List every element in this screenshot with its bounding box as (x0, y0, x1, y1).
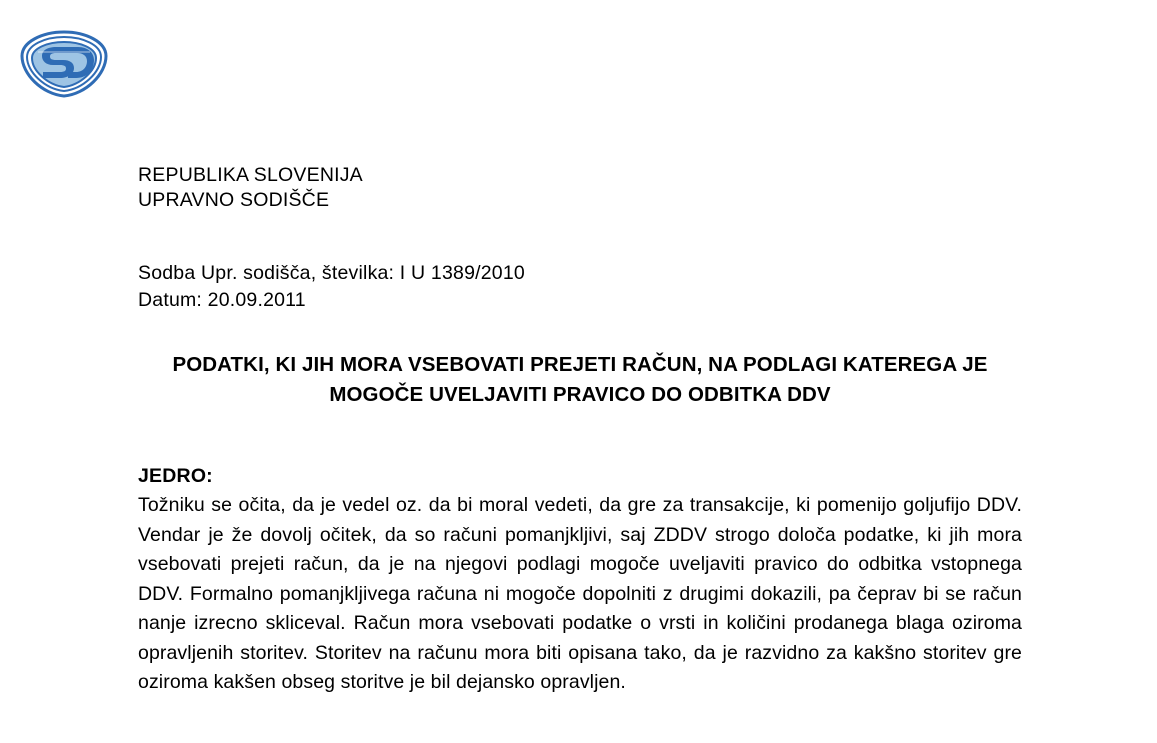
court-country-line: REPUBLIKA SLOVENIJA (138, 164, 363, 186)
core-section-label: JEDRO: (138, 465, 213, 487)
case-identification (138, 260, 1022, 314)
document-content (138, 163, 1022, 698)
court-name-line: UPRAVNO SODIŠČE (138, 189, 330, 211)
slovenian-courts-emblem-icon (18, 30, 110, 98)
case-date-line: Datum: 20.09.2011 (138, 289, 306, 311)
page-title: PODATKI, KI JIH MORA VSEBOVATI PREJETI RAČUN, NA PODLAGI KATEREGA JE MOGOČE UVELJAVITI PRAVICO DO ODBITKA DDV (172, 353, 988, 406)
case-number-line: Sodba Upr. sodišča, številka: I U 1389/2010 (138, 262, 525, 284)
court-header (138, 163, 1022, 213)
core-section-text: Tožniku se očita, da je vedel oz. da bi moral vedeti, da gre za transakcije, ki pomenijo goljufijo DDV. Vendar je že dovolj očitek, da so računi pomanjkljivi, saj ZDDV strogo določa podatke, ki jih mora vsebovati prejeti račun, da je na njegovi podlagi mogoče uveljaviti pravico do odbitka vstopnega DDV. Formalno pomanjkljivega računa ni mogoče dopolniti z drugimi dokazili, pa čeprav bi se račun nanje izrecno skliceval. Račun mora vsebovati podatke o vrsti in količini prodanega blaga oziroma opravljenih storitev. Storitev na računu mora biti opisana tako, da je razvidno za kakšno storitev gre oziroma kakšen obseg storitve je bil dejansko opravljen. (138, 494, 1022, 693)
